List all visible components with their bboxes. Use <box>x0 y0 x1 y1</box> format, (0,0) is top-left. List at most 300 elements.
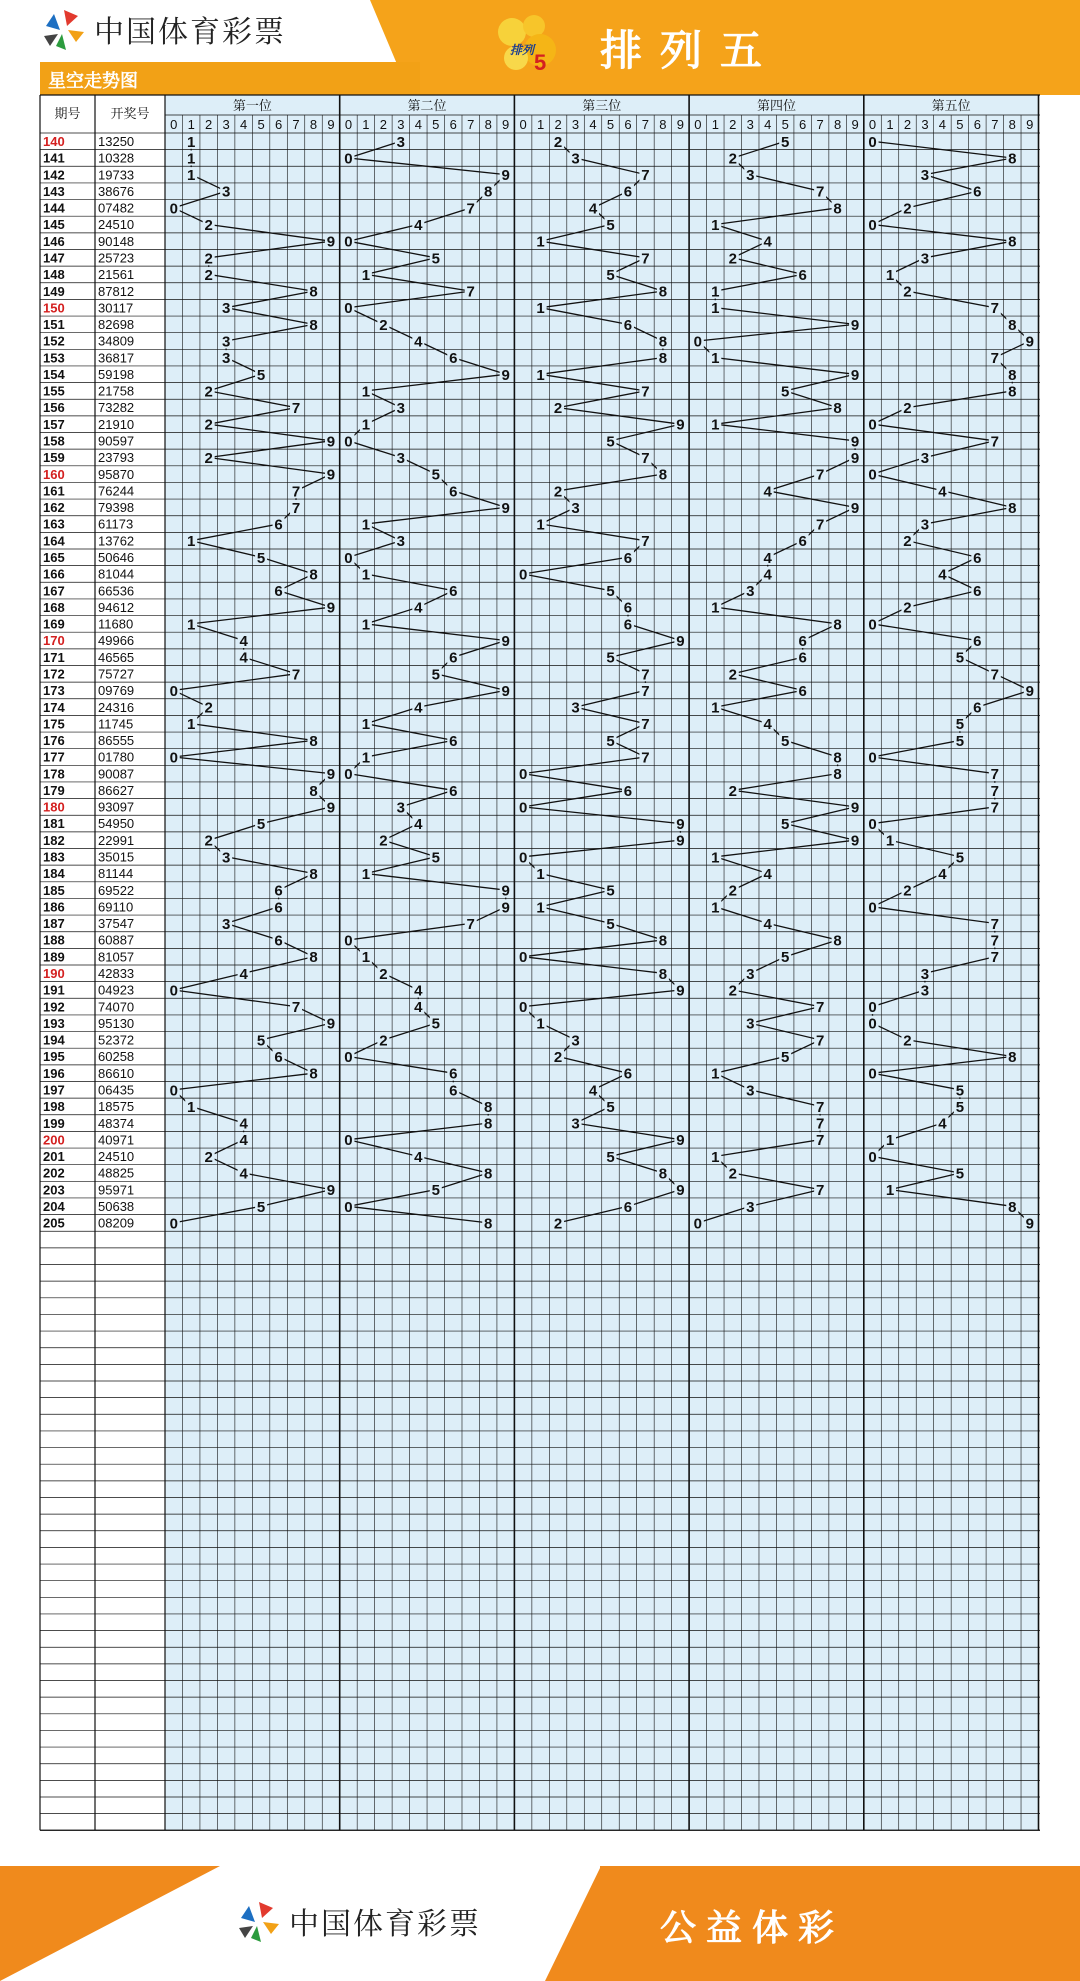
digit-mark: 2 <box>204 383 213 401</box>
digit-mark: 0 <box>868 616 877 634</box>
digit-mark: 0 <box>518 799 528 817</box>
digit-header: 1 <box>187 117 195 132</box>
digit-mark: 0 <box>344 433 353 451</box>
digit-mark: 1 <box>536 516 545 534</box>
digit-mark: 9 <box>501 633 510 651</box>
digit-header: 6 <box>274 117 283 132</box>
badge-digit-text: 5 <box>534 50 547 75</box>
digit-mark: 8 <box>658 466 668 484</box>
digit-mark: 4 <box>763 865 772 883</box>
digit-mark: 3 <box>396 400 406 418</box>
digit-header: 3 <box>921 117 929 132</box>
draw-number: 24316 <box>98 699 135 715</box>
digit-mark: 2 <box>728 150 737 168</box>
digit-mark: 6 <box>798 682 807 700</box>
digit-mark: 9 <box>676 982 685 1000</box>
digit-mark: 2 <box>728 666 737 684</box>
draw-number: 23793 <box>98 450 135 466</box>
footer-right-wedge <box>545 1866 601 1981</box>
digit-mark: 6 <box>623 549 633 567</box>
digit-header: 1 <box>711 117 719 132</box>
digit-mark: 3 <box>746 1082 755 1100</box>
issue-number: 157 <box>43 416 65 432</box>
digit-mark: 8 <box>833 616 842 634</box>
draw-number: 87812 <box>98 283 135 299</box>
digit-mark: 2 <box>903 599 912 617</box>
digit-mark: 3 <box>746 167 755 185</box>
digit-mark: 1 <box>711 599 720 617</box>
digit-mark: 2 <box>553 400 563 418</box>
draw-number: 95130 <box>98 1015 135 1031</box>
digit-mark: 5 <box>781 133 790 151</box>
digit-mark: 1 <box>711 217 720 235</box>
digit-mark: 2 <box>903 533 912 551</box>
digit-mark: 4 <box>414 217 423 235</box>
digit-mark: 1 <box>885 1182 895 1200</box>
draw-number: 79398 <box>98 500 135 516</box>
digit-mark: 6 <box>449 350 458 368</box>
issue-number: 202 <box>43 1165 65 1181</box>
digit-mark: 6 <box>623 1198 633 1216</box>
digit-mark: 8 <box>309 732 318 750</box>
chart-subtitle: 星空走势图 <box>48 71 138 91</box>
digit-mark: 8 <box>658 333 668 351</box>
digit-mark: 1 <box>885 1132 895 1150</box>
digit-mark: 0 <box>344 1132 353 1150</box>
digit-mark: 3 <box>571 699 580 717</box>
digit-mark: 9 <box>1025 682 1034 700</box>
digit-mark: 7 <box>641 749 650 767</box>
digit-mark: 5 <box>606 915 615 933</box>
digit-mark: 6 <box>798 649 807 667</box>
digit-mark: 8 <box>484 183 493 201</box>
issue-number: 176 <box>43 733 65 749</box>
digit-mark: 1 <box>361 266 371 284</box>
digit-mark: 2 <box>379 965 388 983</box>
issue-number: 166 <box>43 566 65 582</box>
digit-mark: 7 <box>291 400 301 418</box>
digit-mark: 1 <box>361 416 371 434</box>
digit-mark: 3 <box>571 499 580 517</box>
digit-mark: 1 <box>885 266 895 284</box>
digit-mark: 6 <box>449 782 458 800</box>
digit-mark: 9 <box>676 633 685 651</box>
draw-number: 48825 <box>98 1165 135 1181</box>
digit-mark: 0 <box>868 816 877 834</box>
issue-number: 201 <box>43 1149 65 1165</box>
digit-mark: 3 <box>746 1198 755 1216</box>
draw-number: 04923 <box>98 982 135 998</box>
digit-header: 6 <box>624 117 632 132</box>
issue-number: 146 <box>43 233 65 249</box>
issue-number: 156 <box>43 400 65 416</box>
digit-mark: 4 <box>414 699 423 717</box>
digit-mark: 3 <box>746 965 755 983</box>
issue-number: 143 <box>43 183 65 199</box>
digit-mark: 4 <box>938 483 947 501</box>
digit-mark: 9 <box>326 466 336 484</box>
draw-number: 36817 <box>98 350 135 366</box>
issue-number: 140 <box>43 134 65 149</box>
draw-number: 90148 <box>98 233 135 249</box>
digit-header: 8 <box>833 117 842 132</box>
digit-mark: 1 <box>187 1098 196 1116</box>
digit-header: 0 <box>694 117 702 132</box>
digit-mark: 0 <box>344 150 353 168</box>
digit-mark: 5 <box>955 849 965 867</box>
draw-number: 25723 <box>98 250 135 266</box>
draw-number: 90087 <box>98 766 135 782</box>
digit-mark: 5 <box>606 1148 615 1166</box>
digit-mark: 0 <box>169 1215 178 1233</box>
digit-mark: 5 <box>256 549 266 567</box>
draw-number: 46565 <box>98 649 135 665</box>
digit-mark: 5 <box>606 882 615 900</box>
digit-mark: 4 <box>239 1165 248 1183</box>
digit-mark: 4 <box>938 1115 947 1133</box>
issue-number: 203 <box>43 1182 65 1198</box>
issue-number: 183 <box>43 849 65 865</box>
draw-number: 93097 <box>98 799 135 815</box>
digit-header: 6 <box>799 117 807 132</box>
digit-mark: 1 <box>187 133 196 151</box>
digit-mark: 1 <box>711 1065 720 1083</box>
digit-mark: 9 <box>326 799 336 817</box>
issue-number: 173 <box>43 683 65 699</box>
digit-mark: 0 <box>169 982 178 1000</box>
digit-mark: 6 <box>449 483 458 501</box>
issue-number: 194 <box>43 1032 65 1048</box>
digit-mark: 2 <box>728 982 737 1000</box>
issue-number: 175 <box>43 716 65 732</box>
digit-mark: 1 <box>536 1015 545 1033</box>
digit-mark: 5 <box>256 1198 266 1216</box>
draw-number: 38676 <box>98 183 135 199</box>
digit-mark: 2 <box>204 1148 213 1166</box>
draw-number: 13250 <box>98 134 135 149</box>
digit-mark: 9 <box>1025 1215 1034 1233</box>
digit-header: 7 <box>292 117 300 132</box>
digit-mark: 0 <box>169 682 178 700</box>
digit-mark: 8 <box>309 1065 318 1083</box>
digit-mark: 1 <box>711 1148 720 1166</box>
digit-mark: 5 <box>955 1165 965 1183</box>
draw-number: 50638 <box>98 1198 135 1214</box>
digit-mark: 3 <box>746 583 755 601</box>
digit-header: 8 <box>659 117 667 132</box>
issue-number: 144 <box>43 200 65 216</box>
digit-mark: 1 <box>361 383 371 401</box>
digit-mark: 1 <box>361 865 371 883</box>
digit-mark: 5 <box>606 433 615 451</box>
issue-number: 184 <box>43 866 65 882</box>
draw-number: 81044 <box>98 566 135 582</box>
digit-mark: 2 <box>903 882 912 900</box>
digit-mark: 6 <box>973 699 982 717</box>
draw-number: 24510 <box>98 1149 135 1165</box>
draw-number: 11745 <box>98 716 134 732</box>
digit-mark: 1 <box>711 283 720 301</box>
issue-number: 190 <box>43 966 65 981</box>
digit-header: 3 <box>397 117 405 132</box>
digit-mark: 5 <box>606 217 615 235</box>
footer-brand-text: 中国体育彩票 <box>289 1908 481 1941</box>
digit-mark: 8 <box>1008 233 1017 251</box>
digit-mark: 7 <box>990 666 999 684</box>
digit-mark: 5 <box>256 816 266 834</box>
digit-mark: 5 <box>606 649 615 667</box>
digit-mark: 2 <box>728 1165 737 1183</box>
digit-mark: 1 <box>361 616 371 634</box>
digit-header: 3 <box>571 117 580 132</box>
issue-number: 159 <box>43 450 65 466</box>
digit-mark: 8 <box>658 965 668 983</box>
digit-header: 9 <box>327 117 335 132</box>
digit-mark: 0 <box>518 949 528 967</box>
digit-mark: 2 <box>379 1032 388 1050</box>
digit-mark: 7 <box>815 516 825 534</box>
issue-number: 199 <box>43 1115 65 1131</box>
draw-number: 50646 <box>98 550 135 565</box>
digit-mark: 6 <box>973 549 982 567</box>
digit-header: 5 <box>956 117 964 132</box>
draw-number: 10328 <box>98 150 135 166</box>
draw-number: 90597 <box>98 433 135 449</box>
digit-mark: 0 <box>868 1065 877 1083</box>
issue-number: 147 <box>43 250 65 266</box>
digit-mark: 1 <box>361 749 371 767</box>
issue-number: 185 <box>43 882 65 898</box>
issue-number: 205 <box>43 1215 65 1231</box>
issue-number: 163 <box>43 516 65 532</box>
draw-number: 08209 <box>98 1215 135 1231</box>
digit-header: 5 <box>606 117 615 132</box>
issue-number: 165 <box>43 550 65 565</box>
draw-number: 01780 <box>98 749 135 765</box>
digit-mark: 7 <box>641 666 650 684</box>
position-header: 第二位 <box>407 98 447 113</box>
draw-number: 24510 <box>98 217 135 233</box>
digit-mark: 1 <box>187 150 196 168</box>
digit-mark: 4 <box>414 982 423 1000</box>
digit-mark: 3 <box>396 799 406 817</box>
digit-mark: 5 <box>955 1082 965 1100</box>
digit-mark: 6 <box>274 1049 283 1067</box>
digit-mark: 0 <box>868 217 877 235</box>
draw-number: 19733 <box>98 167 135 183</box>
digit-mark: 9 <box>326 766 336 784</box>
digit-mark: 6 <box>623 183 633 201</box>
draw-number: 76244 <box>98 483 135 499</box>
digit-mark: 6 <box>798 266 807 284</box>
digit-mark: 0 <box>868 416 877 434</box>
issue-number: 150 <box>43 300 65 316</box>
digit-header: 9 <box>502 117 510 132</box>
digit-mark: 7 <box>291 483 301 501</box>
issue-number: 195 <box>43 1049 65 1065</box>
sports-lottery-logo-icon <box>235 1898 281 1944</box>
issue-number: 192 <box>43 999 65 1015</box>
digit-mark: 6 <box>274 882 283 900</box>
issue-number: 168 <box>43 599 65 615</box>
digit-mark: 7 <box>641 449 650 467</box>
digit-mark: 0 <box>868 899 877 917</box>
issue-number: 149 <box>43 283 65 299</box>
digit-mark: 3 <box>221 849 231 867</box>
digit-header: 2 <box>729 117 737 132</box>
draw-number: 13762 <box>98 533 135 549</box>
digit-mark: 7 <box>990 433 999 451</box>
draw-number: 81057 <box>98 949 135 965</box>
digit-mark: 7 <box>815 999 825 1017</box>
draw-number: 21561 <box>98 267 135 283</box>
digit-mark: 5 <box>431 1182 440 1200</box>
digit-header: 9 <box>1026 117 1034 132</box>
digit-mark: 0 <box>169 749 178 767</box>
draw-number: 86627 <box>98 782 135 798</box>
draw-number: 74070 <box>98 999 135 1015</box>
digit-mark: 7 <box>990 782 999 800</box>
digit-mark: 8 <box>1008 316 1017 334</box>
digit-mark: 3 <box>571 150 580 168</box>
digit-mark: 3 <box>396 133 406 151</box>
digit-mark: 5 <box>955 716 965 734</box>
digit-mark: 3 <box>221 915 231 933</box>
digit-mark: 6 <box>623 616 633 634</box>
issue-number: 193 <box>43 1015 65 1031</box>
digit-header: 9 <box>676 117 684 132</box>
digit-mark: 0 <box>868 999 877 1017</box>
digit-mark: 0 <box>344 1049 353 1067</box>
draw-number: 42833 <box>98 966 135 981</box>
digit-mark: 7 <box>641 682 650 700</box>
issue-number: 200 <box>43 1132 65 1148</box>
digit-mark: 9 <box>501 366 510 384</box>
digit-mark: 8 <box>484 1215 493 1233</box>
digit-mark: 8 <box>833 766 842 784</box>
draw-number: 59198 <box>98 366 135 382</box>
digit-mark: 3 <box>221 350 231 368</box>
issue-number: 188 <box>43 932 65 948</box>
draw-number: 21758 <box>98 383 135 399</box>
footer-brand <box>235 1898 481 1944</box>
digit-mark: 3 <box>920 965 930 983</box>
digit-mark: 3 <box>221 333 231 351</box>
digit-mark: 9 <box>676 816 685 834</box>
digit-mark: 9 <box>501 899 510 917</box>
digit-header: 9 <box>851 117 859 132</box>
digit-mark: 1 <box>361 566 371 584</box>
digit-mark: 1 <box>361 516 371 534</box>
digit-mark: 4 <box>763 566 772 584</box>
issue-number: 189 <box>43 949 65 965</box>
digit-mark: 4 <box>763 549 772 567</box>
digit-mark: 9 <box>850 449 860 467</box>
issue-number: 174 <box>43 699 65 715</box>
digit-mark: 0 <box>344 766 353 784</box>
digit-mark: 8 <box>309 283 318 301</box>
digit-mark: 8 <box>484 1098 493 1116</box>
digit-mark: 5 <box>606 1098 615 1116</box>
issue-number: 181 <box>43 816 65 832</box>
digit-mark: 3 <box>920 449 930 467</box>
digit-mark: 9 <box>326 599 336 617</box>
digit-mark: 1 <box>536 899 545 917</box>
draw-number: 61173 <box>98 516 134 532</box>
digit-mark: 3 <box>920 167 930 185</box>
digit-mark: 8 <box>309 865 318 883</box>
digit-mark: 7 <box>815 466 825 484</box>
digit-header: 5 <box>257 117 265 132</box>
digit-mark: 1 <box>885 832 895 850</box>
digit-mark: 1 <box>536 865 545 883</box>
digit-header: 4 <box>938 117 947 132</box>
digit-header: 4 <box>239 117 248 132</box>
digit-mark: 6 <box>623 316 633 334</box>
digit-mark: 7 <box>641 383 650 401</box>
digit-mark: 1 <box>711 849 720 867</box>
digit-mark: 9 <box>326 233 336 251</box>
digit-mark: 3 <box>221 183 231 201</box>
issue-number: 191 <box>43 982 65 998</box>
digit-mark: 1 <box>187 533 196 551</box>
issue-number: 204 <box>43 1198 65 1214</box>
digit-header: 2 <box>379 117 387 132</box>
digit-mark: 8 <box>1008 366 1017 384</box>
digit-header: 7 <box>816 117 824 132</box>
footer-slogan: 公益体彩 <box>660 1907 845 1948</box>
digit-header: 0 <box>519 117 527 132</box>
digit-mark: 1 <box>711 300 720 318</box>
draw-number: 54950 <box>98 816 135 832</box>
digit-mark: 7 <box>641 250 650 268</box>
digit-mark: 9 <box>326 1182 336 1200</box>
issue-number: 148 <box>43 267 65 283</box>
issue-number: 141 <box>43 150 65 166</box>
digit-header: 0 <box>344 117 353 132</box>
digit-mark: 4 <box>763 716 772 734</box>
issue-number: 152 <box>43 333 65 349</box>
digit-header: 3 <box>222 117 230 132</box>
digit-mark: 5 <box>256 366 266 384</box>
digit-mark: 7 <box>990 766 999 784</box>
digit-mark: 7 <box>641 533 650 551</box>
position-header: 第四位 <box>756 98 796 113</box>
digit-mark: 3 <box>571 1115 580 1133</box>
digit-mark: 4 <box>588 200 598 218</box>
draw-number: 86610 <box>98 1065 135 1081</box>
digit-mark: 5 <box>606 266 615 284</box>
digit-mark: 4 <box>588 1082 598 1100</box>
draw-number: 06435 <box>98 1082 135 1098</box>
digit-header: 0 <box>868 117 877 132</box>
digit-mark: 0 <box>169 1082 178 1100</box>
digit-mark: 5 <box>431 466 440 484</box>
digit-mark: 8 <box>658 350 668 368</box>
draw-number: 73282 <box>98 400 135 416</box>
digit-mark: 8 <box>658 932 668 950</box>
issue-number: 178 <box>43 766 65 782</box>
digit-mark: 5 <box>431 250 440 268</box>
draw-number: 22991 <box>98 832 135 848</box>
draw-number: 69522 <box>98 882 135 898</box>
digit-mark: 7 <box>466 915 475 933</box>
digit-mark: 1 <box>361 949 371 967</box>
issue-number: 167 <box>43 583 65 599</box>
issue-number: 187 <box>43 916 65 932</box>
digit-mark: 6 <box>274 583 283 601</box>
digit-mark: 3 <box>396 449 406 467</box>
